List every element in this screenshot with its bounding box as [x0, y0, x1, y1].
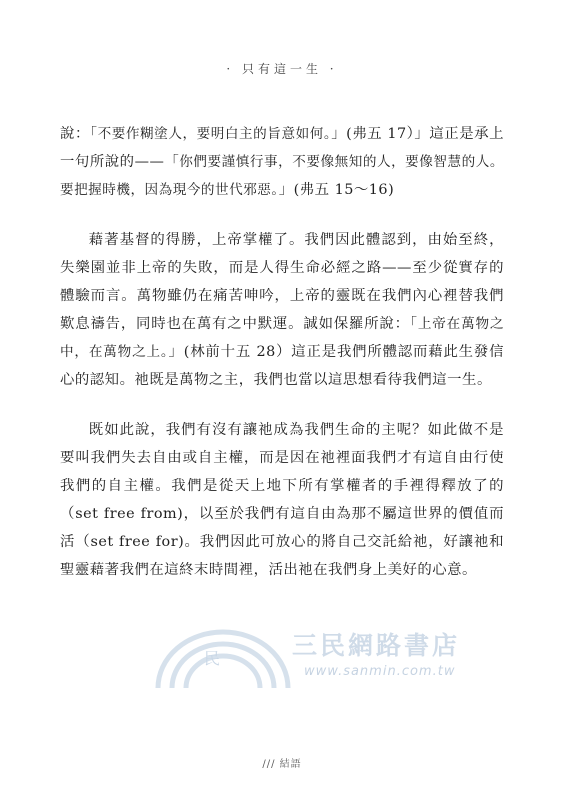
- watermark-brand: 三民網路書店: [292, 631, 461, 660]
- text-segment: 」(林前十五 28）這正是我們所體認而藉此生發信心的認知。祂既是萬物之主，我們也當以這思想看待我們這一生。: [60, 344, 504, 388]
- body-text: [60, 120, 504, 606]
- text-segment: 說：「: [60, 126, 98, 142]
- paragraph-3: [60, 416, 504, 584]
- paragraph-1: [60, 120, 504, 204]
- scripture-quote: 上帝在萬物之中，在萬物之上。: [60, 316, 505, 360]
- watermark-arc-icon: [148, 622, 298, 692]
- text-segment: 既如此說，我們有沒有讓祂成為我們生命的主呢？如此做不是要叫我們失去自由或自主權，而是因在祂裡面我們才有這自由行使我們的自主權。我們是從天上地下所有掌權者的手裡得釋放了的（set free from)，以至於我們有這自由為那不屬這世界的價值而活（set free for)。我們因此可放心的將自己交託給祂，好讓祂和聖靈藉著我們在這終末時間裡，活出祂在我們身上美好的心意。: [60, 422, 504, 578]
- watermark-small-char: 民: [204, 649, 221, 668]
- page-footer: /// 結語: [262, 759, 302, 770]
- scripture-quote: 你們要謹慎行事，不要像無知的人，要像智慧的人。要把握時機，因為現今的世代邪惡。: [60, 154, 504, 198]
- watermark: [148, 620, 478, 692]
- text-segment: 」(弗五 15～16): [278, 182, 395, 198]
- text-segment: 藉著基督的得勝，上帝掌權了。我們因此體認到，由始至終，失樂園並非上帝的失敗，而是人得生命必經之路——至少從實存的體驗而言。萬物雖仍在痛苦呻吟，上帝的靈既在我們內心裡替我們歎息禱告，同時也在萬有之中默運。誠如保羅所說：「: [60, 232, 504, 332]
- text-segment: 」(弗五 17）」這正是承上一句所說的——「: [60, 126, 504, 170]
- paragraph-2: [60, 226, 504, 394]
- scripture-quote: 不要作糊塗人，要明白主的旨意如何。: [97, 126, 332, 142]
- watermark-url: www.sanmin.com.tw: [304, 664, 456, 679]
- running-header: · 只有這一生 ·: [226, 62, 338, 76]
